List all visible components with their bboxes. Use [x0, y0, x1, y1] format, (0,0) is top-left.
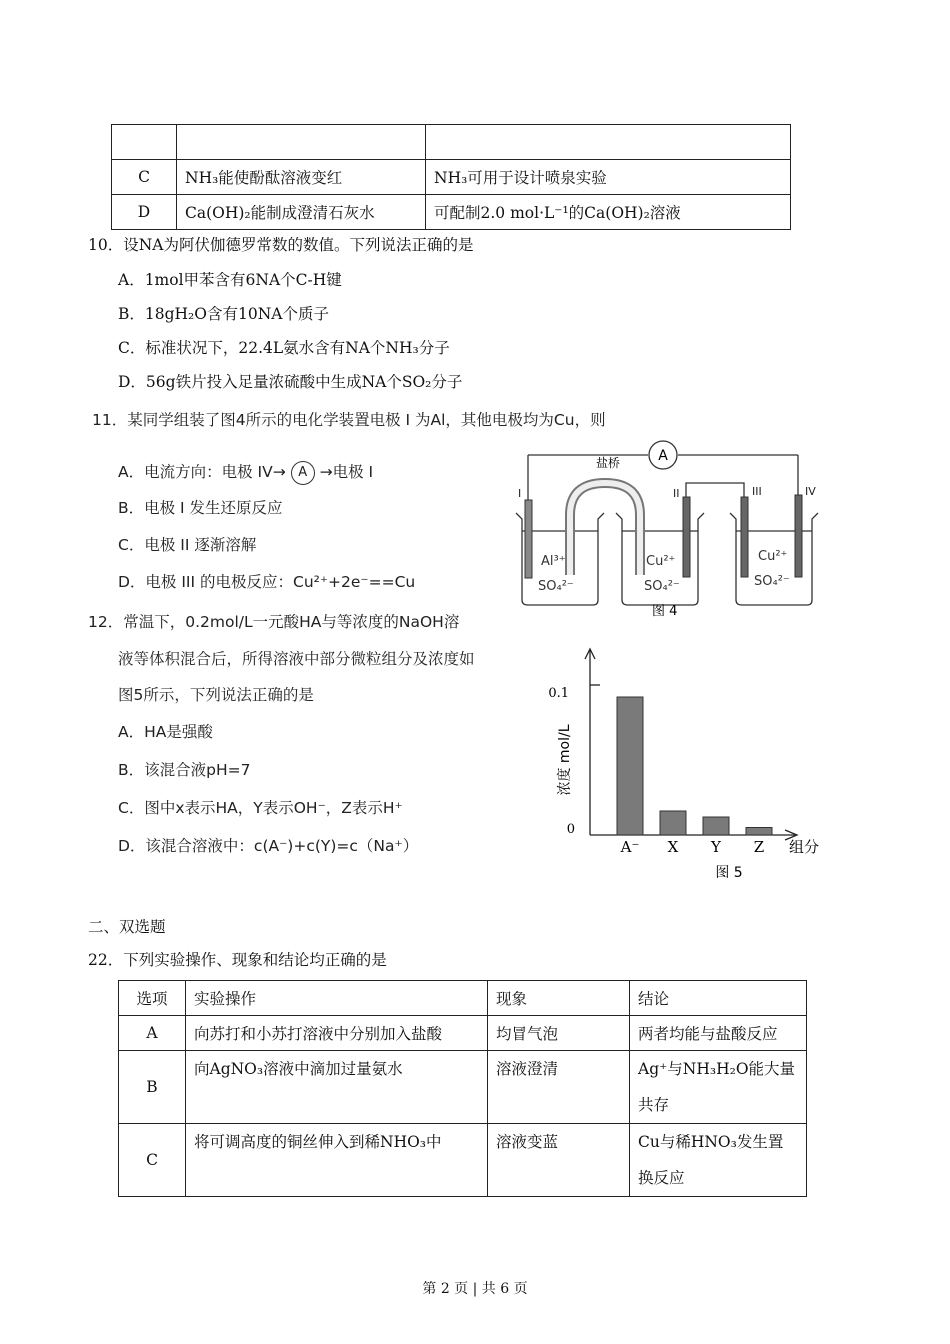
- q11-option-c: C．电极 II 逐渐溶解: [118, 536, 257, 554]
- ammeter-label: A: [658, 448, 668, 464]
- q22-cell: A: [119, 1016, 186, 1051]
- electrode-label-2: II: [673, 487, 680, 500]
- q22-cell: B: [119, 1051, 186, 1124]
- q22-cell: C: [119, 1124, 186, 1197]
- q22-cell: 向苏打和小苏打溶液中分别加入盐酸: [186, 1016, 488, 1051]
- q10-stem: 10．设NA为阿伏伽德罗常数的数值。下列说法正确的是: [88, 236, 474, 254]
- y-tick-label: 0: [566, 822, 575, 837]
- q22-stem: 22．下列实验操作、现象和结论均正确的是: [88, 951, 387, 969]
- q22-header-cell: 结论: [630, 981, 807, 1016]
- q12-stem-line-2: 液等体积混合后，所得溶液中部分微粒组分及浓度如: [118, 650, 475, 668]
- bar-0: [617, 697, 643, 835]
- q22-cell: Ag⁺与NH₃H₂O能大量共存: [630, 1051, 807, 1124]
- top-table-cell: [426, 125, 791, 160]
- salt-bridge-label: 盐桥: [596, 456, 621, 470]
- q22-cell: 向AgNO₃溶液中滴加过量氨水: [186, 1051, 488, 1124]
- q22-cell: 将可调高度的铜丝伸入到稀NHO₃中: [186, 1124, 488, 1197]
- q11-option-b: B．电极 I 发生还原反应: [118, 499, 283, 517]
- top-table-cell: Ca(OH)₂能制成澄清石灰水: [177, 195, 426, 230]
- q22-header-cell: 现象: [488, 981, 630, 1016]
- y-axis-label: 浓度 mol/L: [557, 724, 573, 796]
- q12-option-b: B．该混合液pH=7: [118, 761, 251, 779]
- page-footer: 第 2 页 | 共 6 页: [422, 1281, 528, 1297]
- ion-label: SO₄²⁻: [644, 579, 680, 594]
- top-table-cell: C: [112, 160, 177, 195]
- top-table: [111, 124, 791, 230]
- figure-5-chart: [548, 645, 845, 885]
- ion-label: Al³⁺: [541, 554, 566, 569]
- q10-option-d: D．56g铁片投入足量浓硫酸中生成NA个SO₂分子: [118, 373, 463, 391]
- q10-option-c: C．标准状况下，22.4L氨水含有NA个NH₃分子: [118, 339, 450, 357]
- q22-cell: Cu与稀HNO₃发生置换反应: [630, 1124, 807, 1197]
- top-table-cell: D: [112, 195, 177, 230]
- electrode-1: [525, 500, 532, 578]
- ion-label: SO₄²⁻: [538, 579, 574, 594]
- q22-header-cell: 实验操作: [186, 981, 488, 1016]
- x-tick-label: X: [667, 838, 679, 856]
- q11-option-d: D．电极 III 的电极反应：Cu²⁺+2e⁻==Cu: [118, 573, 416, 591]
- electrode-label-1: I: [518, 487, 522, 500]
- x-axis-label: 组分: [789, 838, 820, 856]
- electrode-2: [683, 497, 690, 577]
- top-table-cell: 可配制2.0 mol·L⁻¹的Ca(OH)₂溶液: [426, 195, 791, 230]
- ion-label: Cu²⁺: [758, 549, 788, 564]
- q22-header-cell: 选项: [119, 981, 186, 1016]
- y-tick-label: 0.1: [548, 686, 569, 701]
- bar-3: [746, 828, 772, 836]
- top-table-cell: [112, 125, 177, 160]
- q12-option-c: C．图中x表示HA，Y表示OH⁻，Z表示H⁺: [118, 799, 403, 817]
- q11-option-a: [118, 460, 373, 485]
- top-table-cell: NH₃可用于设计喷泉实验: [426, 160, 791, 195]
- ion-label: SO₄²⁻: [754, 574, 790, 589]
- bar-2: [703, 817, 729, 835]
- q22-cell: 溶液澄清: [488, 1051, 630, 1124]
- q11-option-a-suffix: →电极 I: [319, 463, 374, 481]
- q22-cell: 均冒气泡: [488, 1016, 630, 1051]
- q11-stem: 11．某同学组装了图4所示的电化学装置电极 I 为Al，其他电极均为Cu，则: [92, 411, 606, 429]
- electrode-label-3: III: [752, 485, 762, 498]
- q22-cell: 溶液变蓝: [488, 1124, 630, 1197]
- q12-stem-line-1: 12．常温下，0.2mol/L一元酸HA与等浓度的NaOH溶: [88, 613, 460, 631]
- q22-cell: 两者均能与盐酸反应: [630, 1016, 807, 1051]
- electrode-label-4: IV: [805, 485, 816, 498]
- ion-label: Cu²⁺: [646, 554, 676, 569]
- x-tick-label: Z: [753, 838, 765, 856]
- q12-option-a: A．HA是强酸: [118, 723, 213, 741]
- salt-bridge: [570, 483, 640, 575]
- q22-table: [118, 980, 807, 1197]
- top-table-cell: NH₃能使酚酞溶液变红: [177, 160, 426, 195]
- q11-option-a-text: A．电流方向：电极 IV→: [118, 463, 286, 481]
- bar-1: [660, 811, 686, 835]
- q12-option-d: D．该混合溶液中：c(A⁻)+c(Y)=c（Na⁺）: [118, 837, 419, 855]
- x-tick-label: Y: [711, 838, 721, 856]
- electrode-4: [795, 495, 802, 577]
- x-tick-label: A⁻: [620, 838, 640, 856]
- figure-5-caption: 图 5: [715, 865, 743, 881]
- ammeter-icon: A: [291, 461, 315, 485]
- q10-option-b: B．18gH₂O含有10NA个质子: [118, 305, 329, 323]
- electrode-3: [741, 497, 748, 577]
- q10-option-a: A．1mol甲苯含有6NA个C-H键: [118, 271, 342, 289]
- figure-4: [508, 435, 853, 620]
- top-table-cell: [177, 125, 426, 160]
- figure-4-caption: 图 4: [652, 604, 678, 619]
- q12-stem-line-3: 图5所示，下列说法正确的是: [118, 686, 314, 704]
- section-2-title: 二、双选题: [88, 918, 166, 936]
